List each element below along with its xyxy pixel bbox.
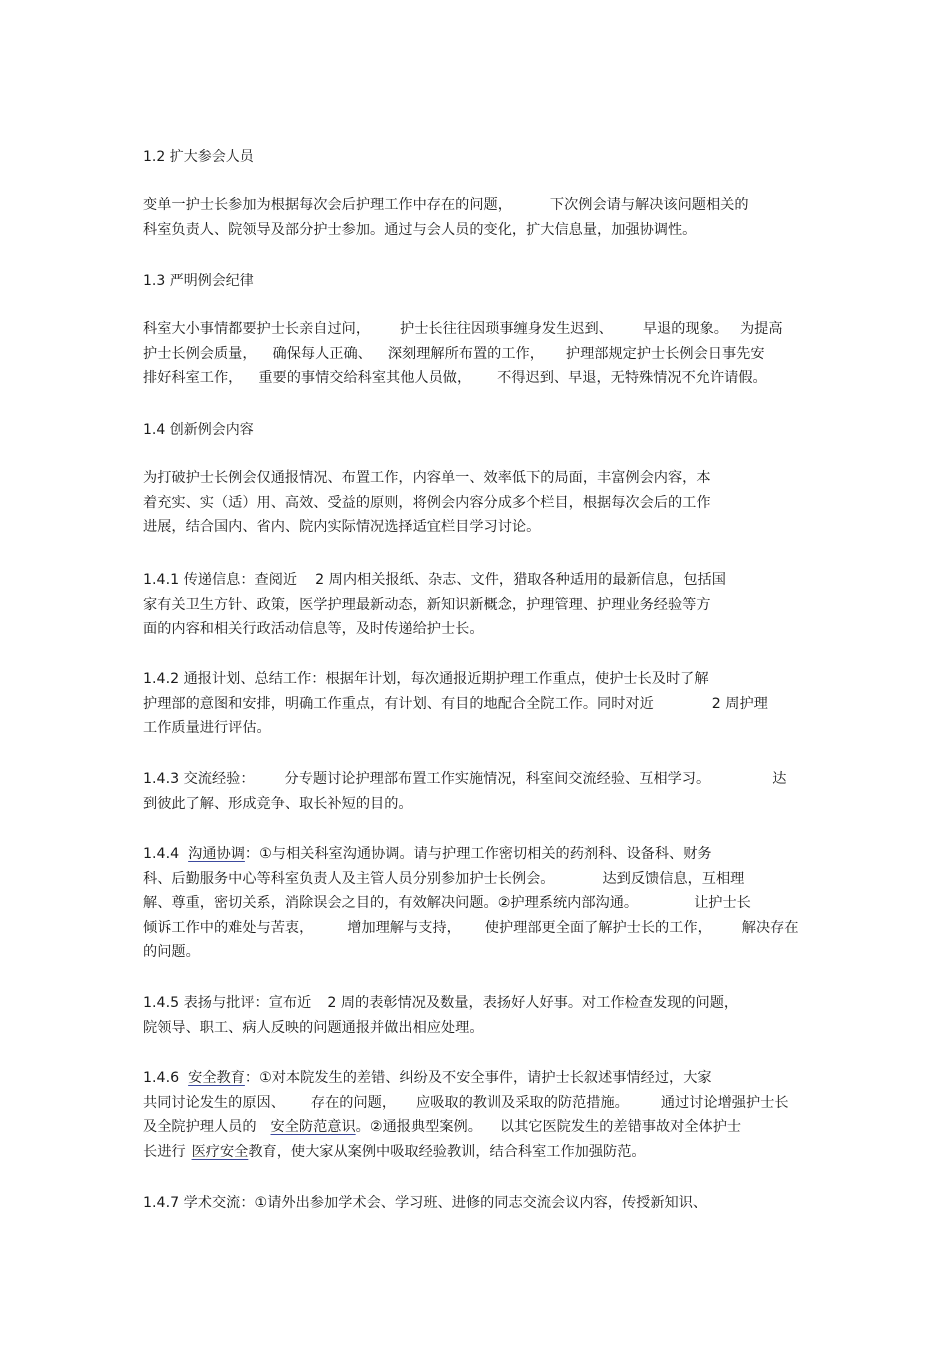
text-run: 1.4.6 [143,1070,189,1086]
text-run: 下次例会请与解决该问题相关的 [549,197,749,213]
text-run: 为提高 [739,321,783,337]
section-1-3-heading: 1.3 严明例会纪律 [143,273,254,289]
text-run: ：①与相关科室沟通协调。请与护理工作密切相关的药剂科、设备科、财务 [244,846,712,862]
text-run: 使护理部更全面了解护士长的工作， [484,919,712,936]
text-run: 1.4.4 [143,846,189,862]
text-line [143,1140,823,1165]
text-line: 科室负责人、院领导及部分护士参加。通过与会人员的变化，扩大信息量，加强协调性。 [143,221,697,238]
text-run: 早退的现象。 [642,321,728,337]
text-line: 工作质量进行评估。 [143,720,271,736]
section-1-4-4 [143,842,823,965]
text-line: 为打破护士长例会仅通报情况、布置工作，内容单一、效率低下的局面，丰富例会内容，本 [143,470,711,486]
safety-awareness-link[interactable]: 安全防范意识 [270,1119,356,1135]
text-run: 解决存在 [741,919,799,936]
text-run: 2 周内相关报纸、杂志、文件，猎取各种适用的最新信息，包括国 [315,572,726,588]
text-line: 面的内容和相关行政活动信息等，及时传递给护士长。 [143,621,484,637]
text-line [143,867,823,892]
text-run: 排好科室工作， [143,370,243,386]
section-1-3-body [143,317,823,391]
text-run: 增加理解与支持， [347,919,461,936]
text-run: 2 周护理 [711,695,768,712]
text-line [143,767,823,792]
text-run: 共同讨论发生的原因、 [143,1094,285,1111]
text-run: 通过讨论增强护士长 [660,1094,789,1111]
text-line: 到彼此了解、形成竞争、取长补短的目的。 [143,795,413,812]
section-1-4-heading: 1.4 创新例会内容 [143,422,254,438]
text-line: 的问题。 [143,944,200,960]
text-line: 1.4.7 学术交流：①请外出参加学术会、学习班、进修的同志交流会议内容，传授新知识、 [143,1195,708,1211]
text-line [143,1091,823,1116]
text-run: 存在的问题， [310,1094,397,1111]
text-line [143,1066,823,1091]
text-run: 及全院护理人员的 [143,1119,257,1135]
text-run: 。②通报典型案例。 [355,1119,482,1135]
text-run: 科、后勤服务中心等科室负责人及主管人员分别参加护士长例会。 [143,870,555,887]
text-run: 确保每人正确、 [272,345,372,362]
text-line [143,317,823,342]
section-1-2-heading: 1.2 扩大参会人员 [143,149,254,165]
text-line [143,342,823,367]
text-run: 达到反馈信息，互相理 [602,870,745,887]
section-1-4-2 [143,667,823,741]
text-run: 深刻理解所布置的工作， [387,345,544,362]
text-line [143,692,823,717]
safety-education-link[interactable]: 安全教育 [188,1070,245,1086]
section-1-4-1 [143,568,823,642]
text-line [143,366,823,391]
text-run: ：①对本院发生的差错、纠纷及不安全事件，请护士长叙述事情经过，大家 [244,1070,712,1086]
medical-safety-link[interactable]: 医疗安全 [191,1143,249,1160]
text-line: 进展，结合国内、省内、院内实际情况选择适宜栏目学习讨论。 [143,519,541,535]
communication-link[interactable]: 沟通协调 [188,846,245,862]
text-line [143,891,823,916]
text-run: 倾诉工作中的难处与苦衷， [143,919,314,936]
text-line: 着充实、实（适）用、高效、受益的原则，将例会内容分成多个栏目，根据每次会后的工作 [143,494,711,511]
text-run: 1.4.5 表扬与批评：宣布近 [143,995,312,1011]
text-run: 护理部规定护士长例会日事先安 [565,345,765,362]
text-line [143,568,823,593]
text-line [143,991,823,1016]
text-run: 护士长往往因琐事缠身发生迟到、 [400,321,613,337]
text-run: 重要的事情交给科室其他人员做， [258,370,472,386]
text-run: 不得迟到、早退，无特殊情况不允许请假。 [497,370,767,386]
section-1-4-6 [143,1066,823,1164]
text-line [143,193,823,218]
section-1-4-3 [143,767,823,816]
text-run: 达 [772,771,787,787]
text-run: 护理部的意图和安排，明确工作重点，有计划、有目的地配合全院工作。同时对近 [143,695,654,712]
text-run: 变单一护士长参加为根据每次会后护理工作中存在的问题， [143,197,512,213]
text-line [143,842,823,867]
section-1-4-5 [143,991,823,1040]
text-run: 护士长例会质量， [143,345,257,362]
section-1-2-body [143,193,823,242]
section-1-4-body [143,466,823,540]
text-run: 2 周的表彰情况及数量，表扬好人好事。对工作检查发现的问题， [327,995,739,1011]
text-line [143,1115,823,1140]
text-run: 1.4.3 交流经验： [143,771,255,787]
text-run: 应吸取的教训及采取的防范措施。 [416,1094,629,1111]
text-run: 分专题讨论护理部布置工作实施情况，科室间交流经验、互相学习。 [284,771,711,787]
text-run: 教育，使大家从案例中吸取经验教训，结合科室工作加强防范。 [248,1143,646,1160]
text-run: 1.4.1 传递信息：查阅近 [143,572,298,588]
text-line: 家有关卫生方针、政策，医学护理最新动态，新知识新概念，护理管理、护理业务经验等方 [143,596,711,613]
text-run: 让护士长 [694,895,751,911]
text-run: 科室大小事情都要护士长亲自过问， [143,321,371,337]
text-line: 院领导、职工、病人反映的问题通报并做出相应处理。 [143,1019,484,1036]
text-run: 解、尊重，密切关系，消除误会之目的，有效解决问题。②护理系统内部沟通。 [143,895,639,911]
text-run: 长进行 [143,1143,186,1160]
section-1-4-7 [143,1191,823,1216]
text-run: 以其它医院发生的差错事故对全体护士 [499,1119,742,1135]
text-line: 1.4.2 通报计划、总结工作：根据年计划，每次通报近期护理工作重点，使护士长及时了解 [143,671,709,687]
text-line [143,916,823,941]
